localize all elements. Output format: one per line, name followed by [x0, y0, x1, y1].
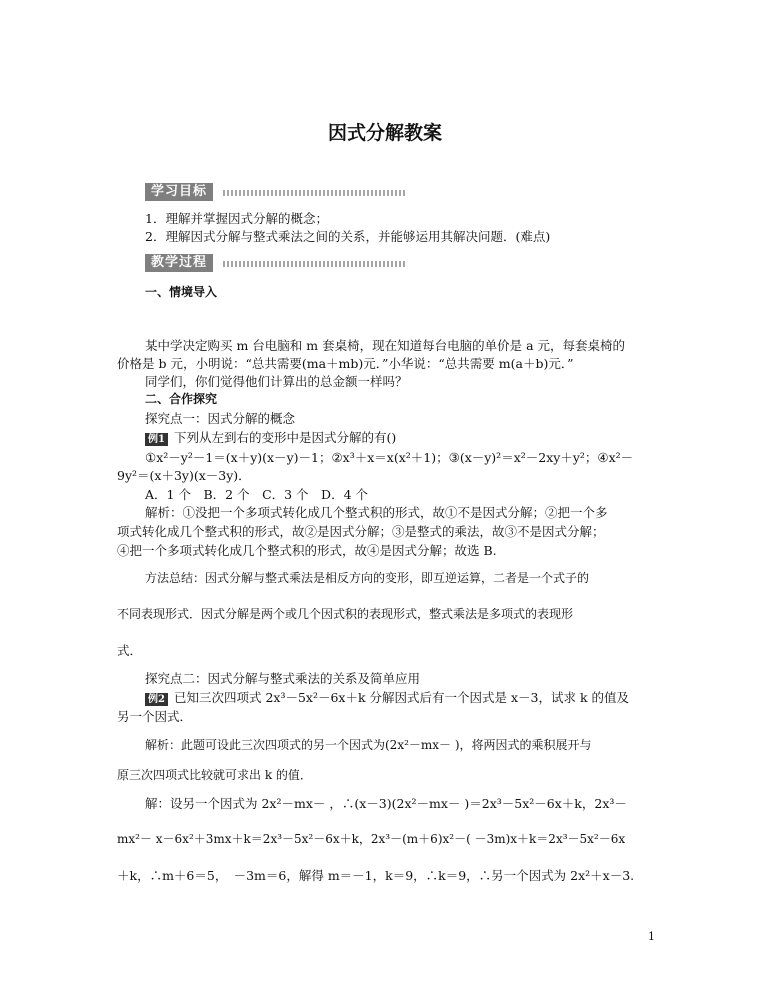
example-question: 已知三次四项式 2x³－5x²－6x＋k 分解因式后有一个因式是 x－3，试求 k 的值及 [173, 690, 630, 705]
example-question: 另一个因式． [117, 709, 193, 724]
example-items: 9y²＝(x＋3y)(x－3y)． [117, 468, 251, 483]
example-badge: 例1 [145, 433, 168, 446]
intro-text: 价格是 b 元，小明说：“总共需要(ma＋mb)元．”小华说：“总共需要 m(a＋b)元．” [117, 356, 574, 371]
example-items: ①x²－y²－1＝(x＋y)(x－y)－1；②x³＋x＝x(x²＋1)；③(x－y)²＝x²－2xy＋y²；④x²－ [145, 450, 634, 465]
section-label: 教学过程 [145, 254, 213, 272]
method-summary: 不同表现形式．因式分解是两个或几个因式积的表现形式，整式乘法是多项式的表现形 [117, 607, 574, 621]
page-title: 因式分解教案 [327, 122, 442, 144]
intro-text: 某中学决定购买 m 台电脑和 m 套桌椅，现在知道每台电脑的单价是 a 元，每套桌椅的 [145, 338, 626, 353]
example-question: 下列从左到右的变形中是因式分解的有() [173, 430, 397, 445]
example-badge: 例2 [145, 693, 168, 706]
method-summary: 式． [117, 643, 143, 658]
solution-text: 解：设另一个因式为 2x²－mx－ ，∴(x－3)(2x²－mx－ )＝2x³－5x²－6x＋k，2x³－ [145, 796, 627, 811]
analysis-text: 解析：此题可设此三次四项式的另一个因式为(2x²－mx－ )，将两因式的乘积展开与 [145, 738, 592, 752]
section-label: 学习目标 [145, 183, 213, 201]
exploration-point: 探究点二：因式分解与整式乘法的关系及简单应用 [145, 671, 421, 686]
analysis-text: 解析：①没把一个多项式转化成几个整式积的形式，故①不是因式分解；②把一个多 [145, 505, 608, 520]
page-number: 1 [648, 930, 655, 943]
part-heading: 一、情境导入 [145, 285, 218, 299]
example-1-question [145, 429, 396, 446]
objective-item: 1．理解并掌握因式分解的概念； [145, 211, 328, 226]
dotted-rule [223, 190, 405, 196]
objective-item: 2．理解因式分解与整式乘法之间的关系，并能够运用其解决问题．(难点) [145, 229, 551, 244]
exploration-point: 探究点一：因式分解的概念 [145, 411, 296, 426]
solution-text: ＋k，∴m＋6＝5， －3m＝6，解得 m＝－1，k＝9，∴k＝9，∴另一个因式为 2x²＋x－3. [117, 868, 635, 883]
dotted-rule [223, 261, 405, 267]
example-2-question [145, 689, 629, 706]
section-header-teaching-process [145, 254, 405, 272]
analysis-text: ④把一个多项式转化成几个整式积的形式，故④是因式分解；故选 B. [117, 543, 497, 558]
example-options: A．1 个 B．2 个 C．3 个 D．4 个 [145, 487, 369, 502]
part-heading: 二、合作探究 [145, 392, 218, 406]
intro-text: 同学们，你们觉得他们计算出的总金额一样吗？ [145, 374, 408, 389]
section-header-learning-objectives [145, 183, 405, 201]
analysis-text: 项式转化成几个整式积的形式，故②是因式分解；③是整式的乘法，故③不是因式分解； [117, 524, 605, 539]
method-summary: 方法总结：因式分解与整式乘法是相反方向的变形，即互逆运算，二者是一个式子的 [145, 571, 590, 585]
analysis-text: 原三次四项式比较就可求出 k 的值． [117, 768, 312, 782]
solution-text: mx²－ x－6x²＋3mx＋k＝2x³－5x²－6x＋k，2x³－(m＋6)x²－( －3m)x＋k＝2x³－5x²－6x [117, 832, 626, 846]
